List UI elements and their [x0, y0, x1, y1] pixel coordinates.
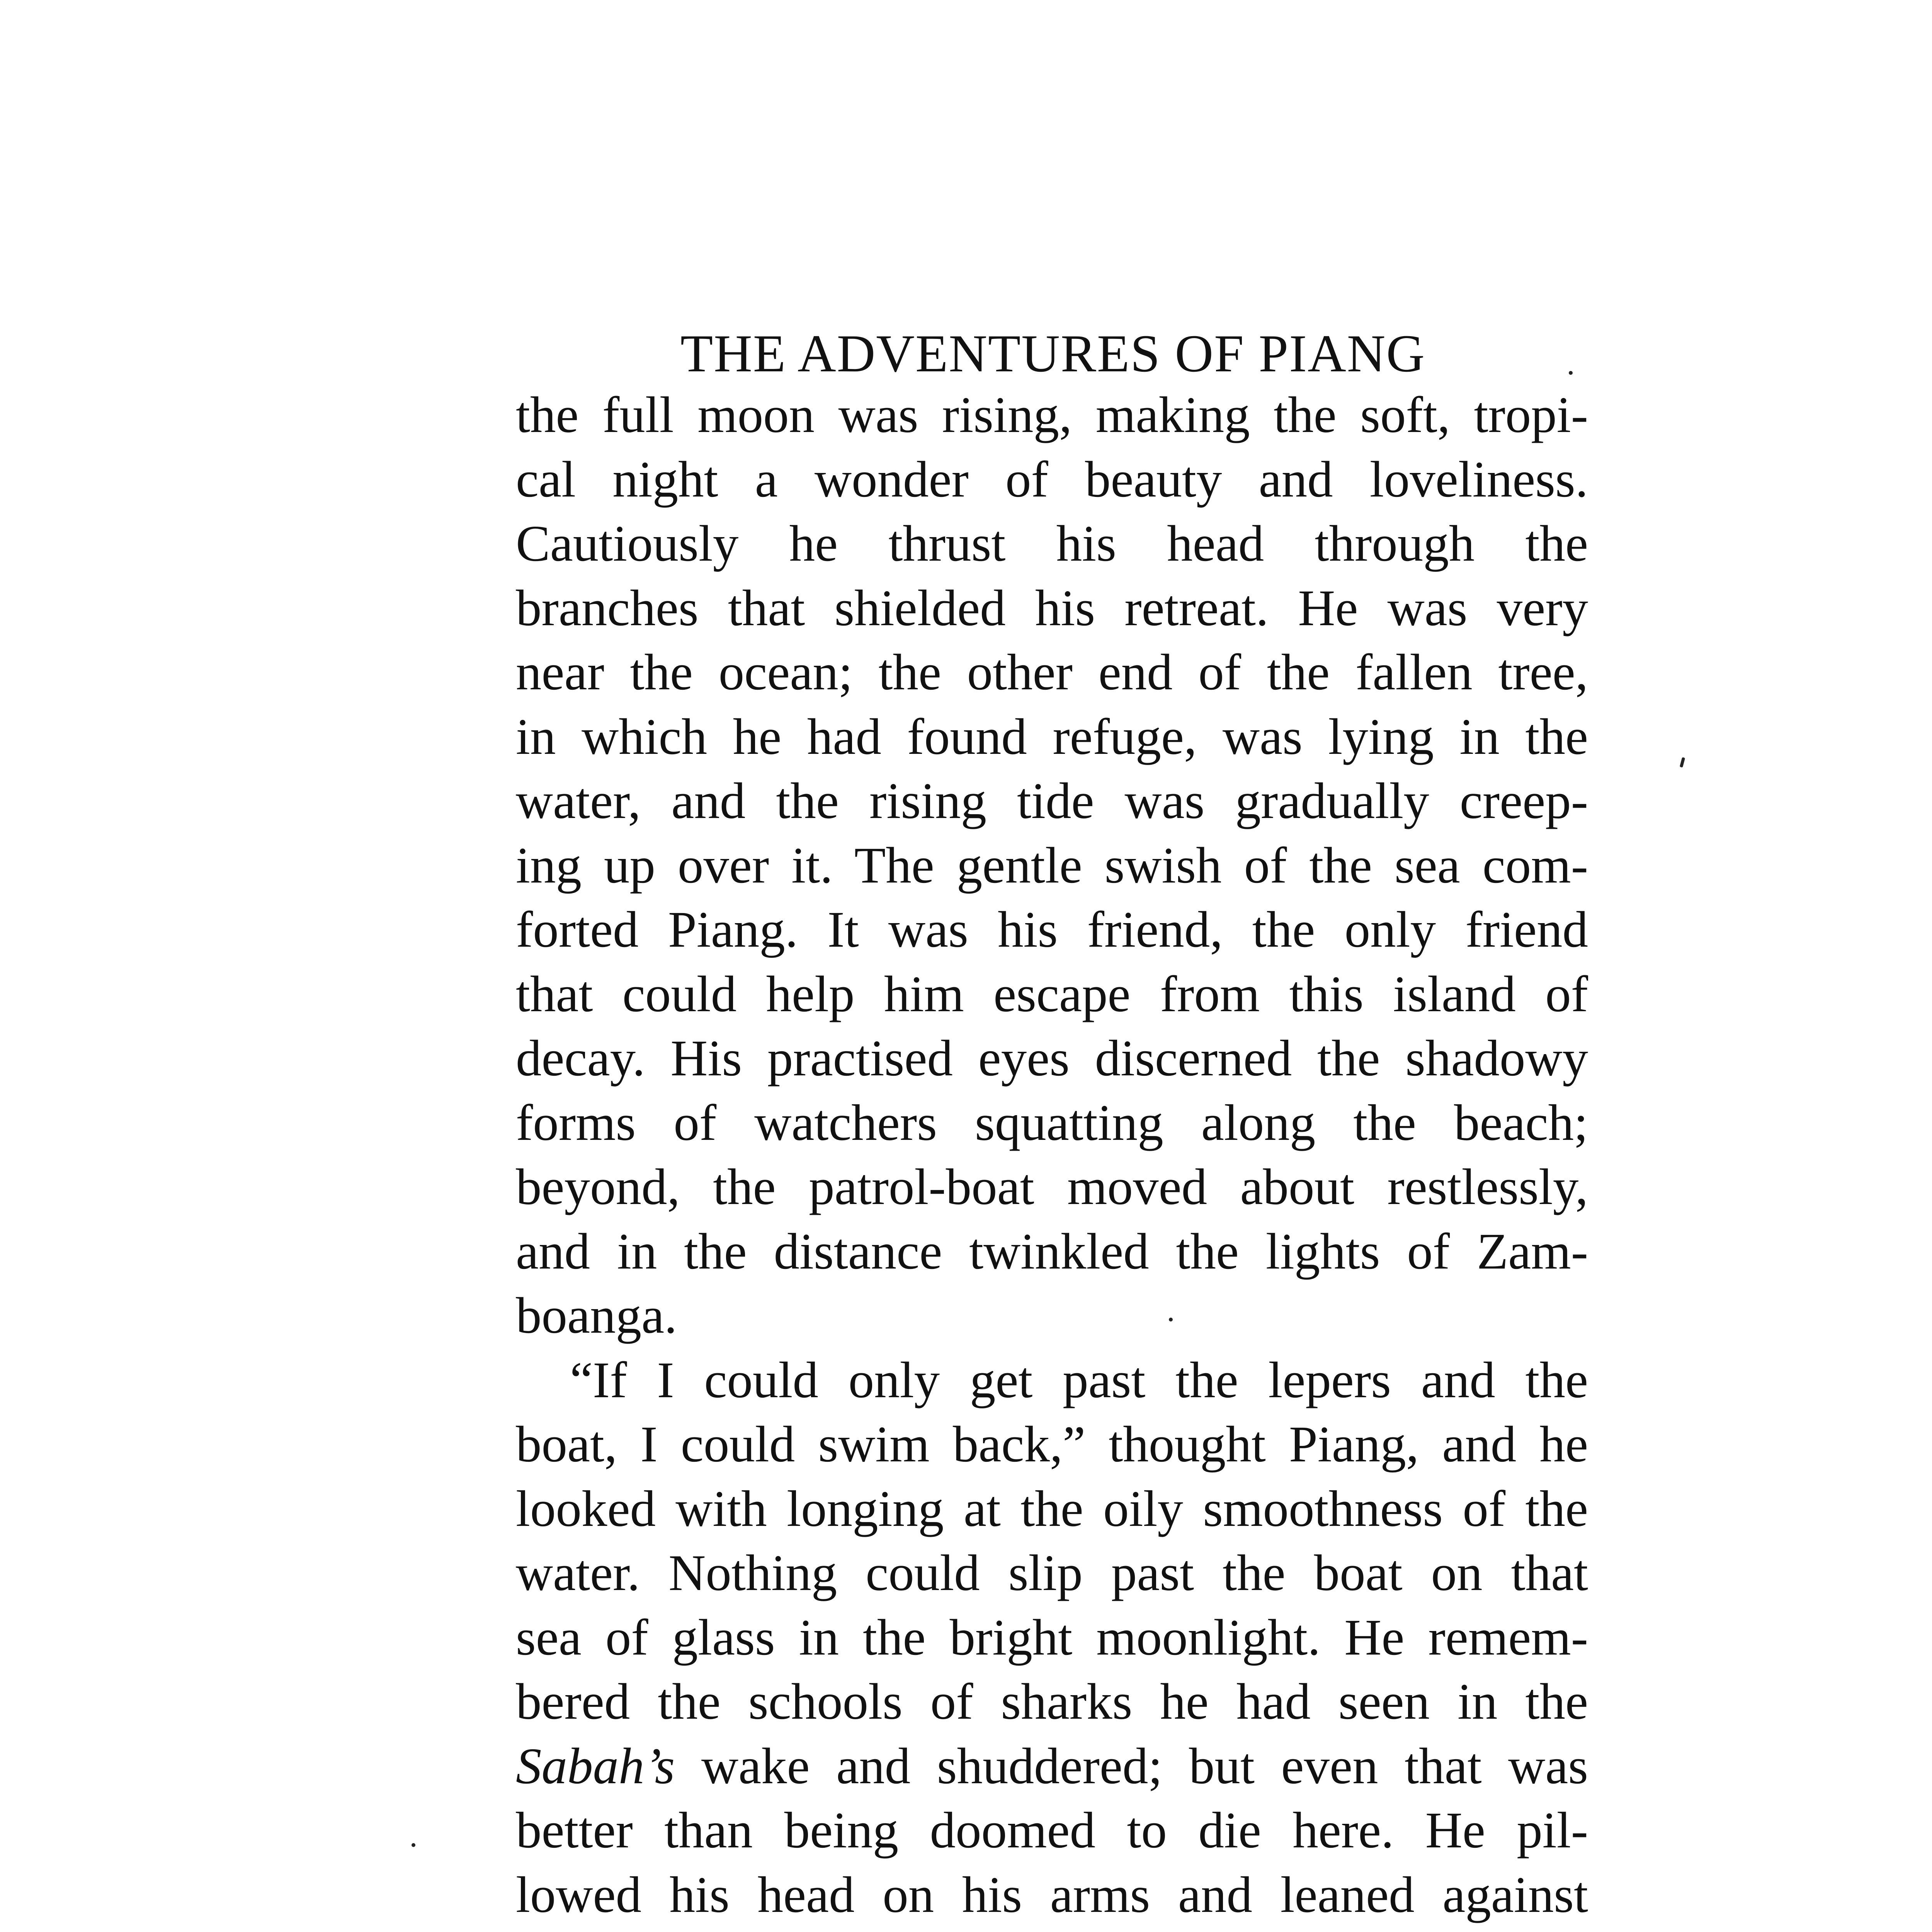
text-line: decay. His practised eyes discerned the shadowy	[516, 1029, 1588, 1087]
text-line: the full moon was rising, making the soft, tropi-	[516, 386, 1588, 443]
text-line: beyond, the patrol-boat moved about restlessly,	[516, 1158, 1588, 1215]
scan-speck	[412, 1843, 415, 1847]
text-line: boat, I could swim back,” thought Piang, and he	[516, 1415, 1588, 1473]
text-line: sea of glass in the bright moonlight. He remem-	[516, 1608, 1588, 1666]
text-line: better than being doomed to die here. He pil-	[516, 1801, 1588, 1859]
text-line: water, and the rising tide was gradually creep-	[516, 772, 1588, 829]
text-line: ing up over it. The gentle swish of the sea com-	[516, 836, 1588, 894]
text-line: and in the distance twinkled the lights of Zam-	[516, 1222, 1588, 1280]
text-line: cal night a wonder of beauty and loveliness.	[516, 450, 1588, 508]
scan-speck	[1680, 757, 1685, 767]
text-line: Cautiously he thrust his head through the	[516, 515, 1588, 572]
running-head: THE ADVENTURES OF PIANG	[680, 324, 1426, 383]
text-line: lowed his head on his arms and leaned against	[516, 1866, 1588, 1923]
text-line: that could help him escape from this island of	[516, 965, 1588, 1022]
text-line: near the ocean; the other end of the fallen tree,	[516, 643, 1588, 701]
text-line: forms of watchers squatting along the beach;	[516, 1094, 1588, 1151]
text-line: bered the schools of sharks he had seen in the	[516, 1673, 1588, 1730]
text-line: in which he had found refuge, was lying in the	[516, 707, 1588, 765]
text-line: looked with longing at the oily smoothness of the	[516, 1480, 1588, 1537]
ship-name: Sabah’s	[516, 1737, 675, 1794]
text-line: “If I could only get past the lepers and the	[570, 1351, 1588, 1408]
text-line: forted Piang. It was his friend, the only friend	[516, 901, 1588, 958]
scan-speck	[1569, 371, 1573, 375]
text-line-rest: wake and shuddered; but even that was	[701, 1737, 1588, 1794]
text-line: water. Nothing could slip past the boat on that	[516, 1544, 1588, 1601]
text-line: branches that shielded his retreat. He was very	[516, 579, 1588, 636]
scan-speck	[1169, 1318, 1173, 1321]
text-line-with-italic	[516, 1734, 1588, 1798]
text-line: boanga.	[516, 1287, 677, 1344]
body-text	[516, 383, 1588, 1927]
